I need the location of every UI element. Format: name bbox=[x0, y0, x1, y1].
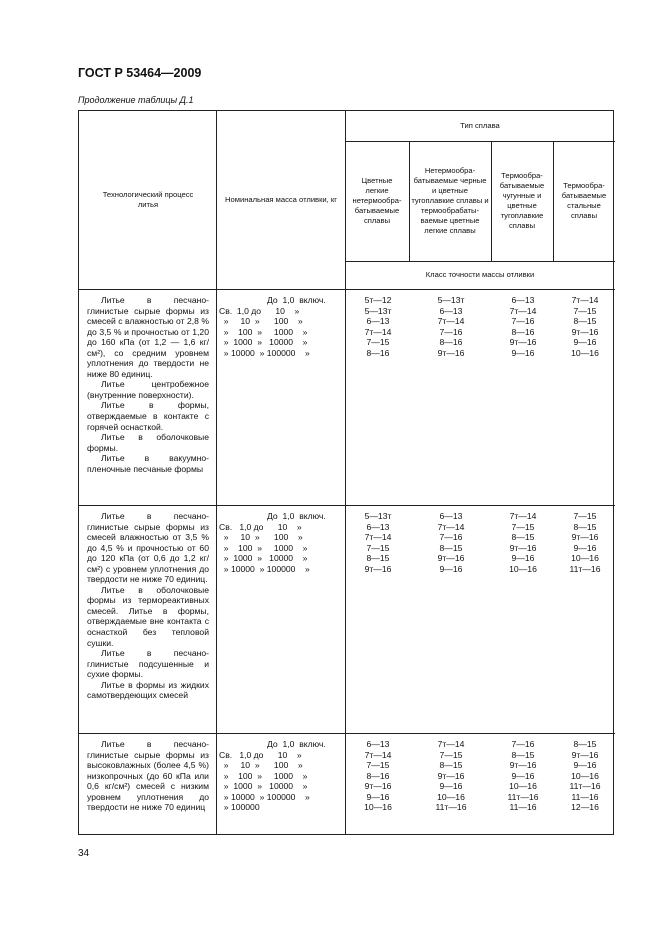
mass-range: » 10000 » 100000 » bbox=[219, 791, 310, 802]
accuracy-value: 7т—14 bbox=[364, 532, 392, 543]
accuracy-value: 7—15 bbox=[439, 749, 463, 760]
header-accuracy-class bbox=[345, 261, 615, 289]
accuracy-value: 7т—14 bbox=[437, 521, 465, 532]
accuracy-value: 7т—14 bbox=[364, 326, 392, 337]
table-row bbox=[79, 289, 615, 505]
table-row bbox=[79, 733, 615, 836]
accuracy-value: 11т—16 bbox=[507, 791, 539, 802]
header-alloy-1 bbox=[345, 141, 409, 261]
header-alloy-2-text: Нетермообра-батываемые черные и цветные тугоплавкие сплавы и термообрабаты-ваемые цветные легкие сплавы bbox=[411, 166, 489, 235]
accuracy-value: 9—16 bbox=[511, 553, 535, 564]
accuracy-value: 8—15 bbox=[573, 521, 597, 532]
accuracy-value: 7т—14 bbox=[571, 295, 599, 305]
accuracy-value: 9—16 bbox=[439, 781, 463, 792]
process-paragraph: Литье в вакуумно-пленочные песчаные формы bbox=[87, 453, 209, 474]
accuracy-class-table bbox=[78, 110, 614, 835]
header-accuracy-class-text: Класс точности массы отливки bbox=[425, 270, 535, 279]
mass-range: » 10000 » 100000 » bbox=[219, 563, 310, 574]
document-code: ГОСТ Р 53464—2009 bbox=[78, 66, 202, 80]
accuracy-value: 8—15 bbox=[439, 542, 463, 553]
accuracy-value: 9т—16 bbox=[571, 532, 599, 543]
mass-range: » 100 » 1000 » bbox=[219, 326, 308, 337]
accuracy-value: 9—16 bbox=[511, 347, 535, 358]
header-alloy-1-text: Цветные легкие нетермообра-батываемые сплавы bbox=[352, 176, 402, 225]
mass-range: » 1000 » 10000 » bbox=[219, 553, 308, 564]
accuracy-value: 9—16 bbox=[573, 337, 597, 348]
process-paragraph: Литье в оболочковые формы. bbox=[87, 432, 209, 453]
accuracy-value: 7т—14 bbox=[509, 511, 537, 521]
mass-cell bbox=[219, 295, 343, 358]
accuracy-value: 7—15 bbox=[366, 542, 390, 553]
accuracy-value: 7—16 bbox=[511, 316, 535, 327]
class-cell-alloy-4 bbox=[555, 511, 615, 574]
accuracy-value: 5—13т bbox=[364, 305, 392, 316]
accuracy-value: 10—16 bbox=[571, 770, 599, 781]
accuracy-value: 10—16 bbox=[509, 781, 537, 792]
mass-range: » 100000 bbox=[219, 802, 260, 813]
mass-cell bbox=[219, 511, 343, 574]
accuracy-value: 7—16 bbox=[511, 739, 535, 749]
accuracy-value: 9—16 bbox=[511, 770, 535, 781]
table-continuation-label: Продолжение таблицы Д.1 bbox=[78, 95, 194, 105]
header-alloy-4-text: Термообра-батываемые стальные сплавы bbox=[561, 181, 607, 220]
header-alloy-type bbox=[345, 111, 615, 141]
accuracy-value: 5—13т bbox=[437, 295, 465, 305]
class-cell-alloy-2 bbox=[411, 739, 491, 813]
accuracy-value: 7—16 bbox=[439, 532, 463, 543]
accuracy-value: 6—13 bbox=[366, 739, 390, 749]
accuracy-value: 8—15 bbox=[573, 739, 597, 749]
mass-range: До 1,0 включ. bbox=[267, 295, 326, 305]
accuracy-value: 8—16 bbox=[366, 770, 390, 781]
accuracy-value: 5т—12 bbox=[364, 295, 392, 305]
accuracy-value: 12—16 bbox=[571, 802, 599, 813]
accuracy-value: 7—15 bbox=[573, 305, 597, 316]
accuracy-value: 10—16 bbox=[571, 553, 599, 564]
accuracy-value: 7—15 bbox=[573, 511, 597, 521]
header-alloy-type-text: Тип сплава bbox=[460, 121, 500, 130]
accuracy-value: 8—15 bbox=[573, 316, 597, 327]
accuracy-value: 9т—16 bbox=[437, 553, 465, 564]
header-process-text: Технологический процесс литья bbox=[102, 190, 194, 209]
accuracy-value: 7т—14 bbox=[509, 305, 537, 316]
process-paragraph: Литье в оболочковые формы из термореактивных смесей. Литье в формы, отверждаемые вне контакта с оснасткой без тепловой сушки. bbox=[87, 584, 209, 648]
class-cell-alloy-4 bbox=[555, 739, 615, 813]
accuracy-value: 8—16 bbox=[366, 347, 390, 358]
accuracy-value: 6—13 bbox=[511, 295, 535, 305]
class-cell-alloy-1 bbox=[347, 739, 409, 813]
accuracy-value: 9т—16 bbox=[509, 760, 537, 771]
accuracy-value: 9т—16 bbox=[437, 770, 465, 781]
class-cell-alloy-1 bbox=[347, 511, 409, 574]
accuracy-value: 8—16 bbox=[439, 337, 463, 348]
accuracy-value: 11т—16 bbox=[569, 781, 601, 792]
process-paragraph: Литье в песчано-глинистые сырые формы из высоковлажных (более 4,5 %) низкопрочных (до 60 кПа или 0,6 кг/см²) смесей с низким уровнем уплотнения до твердости не ниже 70 единиц bbox=[87, 739, 209, 813]
accuracy-value: 7—15 bbox=[366, 337, 390, 348]
mass-range: До 1,0 включ. bbox=[267, 511, 326, 521]
accuracy-value: 9т—16 bbox=[509, 337, 537, 348]
accuracy-value: 7т—14 bbox=[437, 316, 465, 327]
accuracy-value: 8—16 bbox=[511, 326, 535, 337]
accuracy-value: 8—15 bbox=[511, 532, 535, 543]
page-number: 34 bbox=[78, 848, 90, 859]
accuracy-value: 9т—16 bbox=[437, 347, 465, 358]
class-cell-alloy-2 bbox=[411, 511, 491, 574]
header-process bbox=[83, 111, 213, 289]
table-row bbox=[79, 505, 615, 733]
accuracy-value: 6—13 bbox=[439, 511, 463, 521]
accuracy-value: 11т—16 bbox=[569, 563, 601, 574]
process-paragraph: Литье в песчано-глинистые подсушенные и сухие формы. bbox=[87, 648, 209, 680]
accuracy-value: 9—16 bbox=[439, 563, 463, 574]
mass-range: » 10 » 100 » bbox=[219, 316, 303, 327]
class-cell-alloy-3 bbox=[493, 511, 553, 574]
accuracy-value: 6—13 bbox=[439, 305, 463, 316]
mass-range: » 10000 » 100000 » bbox=[219, 347, 310, 358]
accuracy-value: 9т—16 bbox=[509, 542, 537, 553]
accuracy-value: 11—16 bbox=[571, 791, 599, 802]
accuracy-value: 7—16 bbox=[439, 326, 463, 337]
mass-range: » 1000 » 10000 » bbox=[219, 781, 308, 792]
accuracy-value: 6—13 bbox=[366, 521, 390, 532]
accuracy-value: 7т—14 bbox=[364, 749, 392, 760]
accuracy-value: 10—16 bbox=[364, 802, 392, 813]
accuracy-value: 10—16 bbox=[437, 791, 465, 802]
accuracy-value: 9—16 bbox=[573, 760, 597, 771]
accuracy-value: 8—15 bbox=[366, 553, 390, 564]
mass-range: » 100 » 1000 » bbox=[219, 770, 308, 781]
class-cell-alloy-3 bbox=[493, 295, 553, 358]
process-cell bbox=[87, 511, 209, 701]
accuracy-value: 7—15 bbox=[511, 521, 535, 532]
header-mass-text: Номинальная масса отливки, кг bbox=[225, 195, 337, 204]
mass-range: » 100 » 1000 » bbox=[219, 542, 308, 553]
mass-range: Св. 1,0 до 10 » bbox=[219, 749, 302, 760]
process-paragraph: Литье в формы из жидких самотвердеющих смесей bbox=[87, 679, 209, 701]
accuracy-value: 6—13 bbox=[366, 316, 390, 327]
accuracy-value: 7т—14 bbox=[437, 739, 465, 749]
mass-range: » 10 » 100 » bbox=[219, 532, 303, 543]
accuracy-value: 8—15 bbox=[511, 749, 535, 760]
mass-range: До 1,0 включ. bbox=[267, 739, 326, 749]
accuracy-value: 9т—16 bbox=[571, 326, 599, 337]
header-mass bbox=[219, 111, 343, 289]
mass-range: Св. 1,0 до 10 » bbox=[219, 521, 302, 532]
class-cell-alloy-1 bbox=[347, 295, 409, 358]
class-cell-alloy-2 bbox=[411, 295, 491, 358]
process-paragraph: Литье в песчано-глинистые сырые формы из смесей влажностью от 3,5 % до 4,5 % и прочностью от 60 до 120 кПа (от 0,6 до 1,2 кг/см²) с уровнем уплотнения до твердости не ниже 70 единиц. bbox=[87, 511, 209, 585]
process-cell bbox=[87, 295, 209, 474]
accuracy-value: 7—15 bbox=[366, 760, 390, 771]
mass-range: » 10 » 100 » bbox=[219, 760, 303, 771]
accuracy-value: 9—16 bbox=[366, 791, 390, 802]
header-alloy-2 bbox=[409, 141, 491, 261]
process-paragraph: Литье в песчано-глинистые сырые формы из смесей с влажностью от 2,8 % до 3,5 % и прочностью от 1,20 до 160 кПа (от 1,2 — 1,6 кг/см²), со средним уровнем уплотнения до твердости не ниже 80 единиц. bbox=[87, 295, 209, 379]
process-paragraph: Литье в формы, отверждаемые в контакте с горячей оснасткой. bbox=[87, 400, 209, 432]
header-alloy-3-text: Термообра-батываемые чугунные и цветные тугоплавкие сплавы bbox=[499, 171, 545, 230]
accuracy-value: 10—16 bbox=[509, 563, 537, 574]
class-cell-alloy-3 bbox=[493, 739, 553, 813]
class-cell-alloy-4 bbox=[555, 295, 615, 358]
accuracy-value: 11—16 bbox=[509, 802, 537, 813]
accuracy-value: 5—13т bbox=[364, 511, 392, 521]
mass-cell bbox=[219, 739, 343, 813]
header-alloy-3 bbox=[491, 141, 553, 261]
mass-range: » 1000 » 10000 » bbox=[219, 337, 308, 348]
accuracy-value: 8—15 bbox=[439, 760, 463, 771]
header-alloy-4 bbox=[553, 141, 615, 261]
mass-range: Св. 1,0 до 10 » bbox=[219, 305, 300, 316]
process-paragraph: Литье центробежное (внутренние поверхности). bbox=[87, 379, 209, 400]
process-cell bbox=[87, 739, 209, 813]
accuracy-value: 9т—16 bbox=[364, 781, 392, 792]
accuracy-value: 9т—16 bbox=[571, 749, 599, 760]
accuracy-value: 9т—16 bbox=[364, 563, 392, 574]
accuracy-value: 11т—16 bbox=[435, 802, 467, 813]
accuracy-value: 10—16 bbox=[571, 347, 599, 358]
accuracy-value: 9—16 bbox=[573, 542, 597, 553]
